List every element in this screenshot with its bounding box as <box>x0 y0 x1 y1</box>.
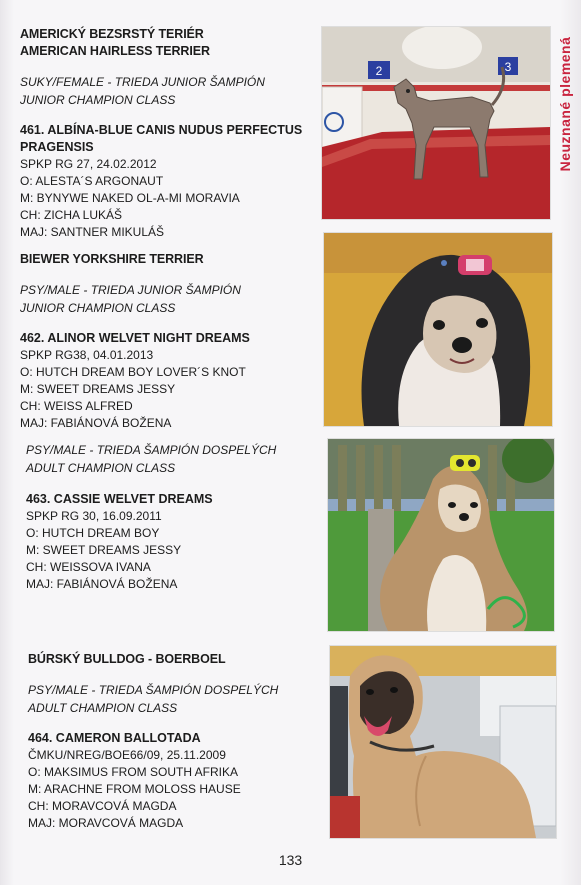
catalog-entry <box>20 122 302 241</box>
biewer-yorkshire-terrier-head-photo <box>323 232 553 427</box>
class-line: ADULT CHAMPION CLASS <box>26 460 176 475</box>
breed-heading <box>28 651 226 668</box>
entry-owner: MAJ: MORAVCOVÁ MAGDA <box>28 816 184 830</box>
entry-sire: O: HUTCH DREAM BOY LOVER´S KNOT <box>20 365 246 379</box>
class-heading <box>20 74 265 109</box>
class-heading <box>28 682 278 717</box>
entry-sire: O: ALESTA´S ARGONAUT <box>20 174 164 188</box>
svg-text:3: 3 <box>504 60 512 74</box>
entry-sire: O: HUTCH DREAM BOY <box>26 526 160 540</box>
section-side-label <box>556 14 574 194</box>
catalog-entry <box>20 330 250 432</box>
entry-breeder: CH: ZICHA LUKÁŠ <box>20 208 123 222</box>
class-line: PSY/MALE - TRIEDA ŠAMPIÓN DOSPELÝCH <box>26 443 277 457</box>
catalog-entry <box>28 730 241 832</box>
entry-title: 463. CASSIE WELVET DREAMS <box>26 492 213 506</box>
entry-dam: M: BYNYWE NAKED OL-A-MI MORAVIA <box>20 191 240 205</box>
entry-registration: SPKP RG 30, 16.09.2011 <box>26 509 162 523</box>
entry-sire: O: MAKSIMUS FROM SOUTH AFRIKA <box>28 765 239 779</box>
class-line: PSY/MALE - TRIEDA JUNIOR ŠAMPIÓN <box>20 283 241 297</box>
entry-breeder: CH: WEISSOVA IVANA <box>26 560 151 574</box>
entry-breeder: CH: MORAVCOVÁ MAGDA <box>28 799 177 813</box>
breed-line: BÚRSKÝ BULLDOG - BOERBOEL <box>28 652 226 666</box>
entry-registration: SPKP RG 27, 24.02.2012 <box>20 157 157 171</box>
class-line: ADULT CHAMPION CLASS <box>28 700 178 715</box>
class-line: JUNIOR CHAMPION CLASS <box>20 92 176 107</box>
entry-owner: MAJ: FABIÁNOVÁ BOŽENA <box>20 416 172 430</box>
american-hairless-terrier-photo <box>321 26 551 220</box>
breed-heading <box>20 251 204 268</box>
class-line: JUNIOR CHAMPION CLASS <box>20 300 176 315</box>
entry-owner: MAJ: FABIÁNOVÁ BOŽENA <box>26 577 178 591</box>
catalog-entry <box>26 491 213 593</box>
breed-line: AMERICKÝ BEZSRSTÝ TERIÉR <box>20 27 204 41</box>
biewer-yorkshire-terrier-lawn-photo <box>327 438 555 632</box>
class-line: PSY/MALE - TRIEDA ŠAMPIÓN DOSPELÝCH <box>28 683 279 697</box>
section-side-label-text: Neuznané plemená <box>557 36 573 172</box>
breed-line: AMERICAN HAIRLESS TERRIER <box>20 44 210 58</box>
entry-registration: ČMKU/NREG/BOE66/09, 25.11.2009 <box>28 748 226 762</box>
entry-registration: SPKP RG38, 04.01.2013 <box>20 348 154 362</box>
breed-line: BIEWER YORKSHIRE TERRIER <box>20 252 204 266</box>
class-heading <box>20 282 241 317</box>
breed-heading <box>20 26 210 60</box>
entry-title: PRAGENSIS <box>20 140 94 154</box>
entry-dam: M: SWEET DREAMS JESSY <box>26 543 182 557</box>
svg-text:2: 2 <box>375 64 383 78</box>
page-number: 133 <box>278 852 303 868</box>
boerboel-photo <box>329 645 557 839</box>
entry-dam: M: SWEET DREAMS JESSY <box>20 382 176 396</box>
entry-title: 462. ALINOR WELVET NIGHT DREAMS <box>20 331 250 345</box>
entry-title: 464. CAMERON BALLOTADA <box>28 731 201 745</box>
class-heading <box>26 442 276 477</box>
entry-dam: M: ARACHNE FROM MOLOSS HAUSE <box>28 782 241 796</box>
class-line: SUKY/FEMALE - TRIEDA JUNIOR ŠAMPIÓN <box>20 75 265 89</box>
entry-owner: MAJ: SANTNER MIKULÁŠ <box>20 225 165 239</box>
entry-breeder: CH: WEISS ALFRED <box>20 399 133 413</box>
entry-title: 461. ALBÍNA-BLUE CANIS NUDUS PERFECTUS <box>20 123 303 137</box>
